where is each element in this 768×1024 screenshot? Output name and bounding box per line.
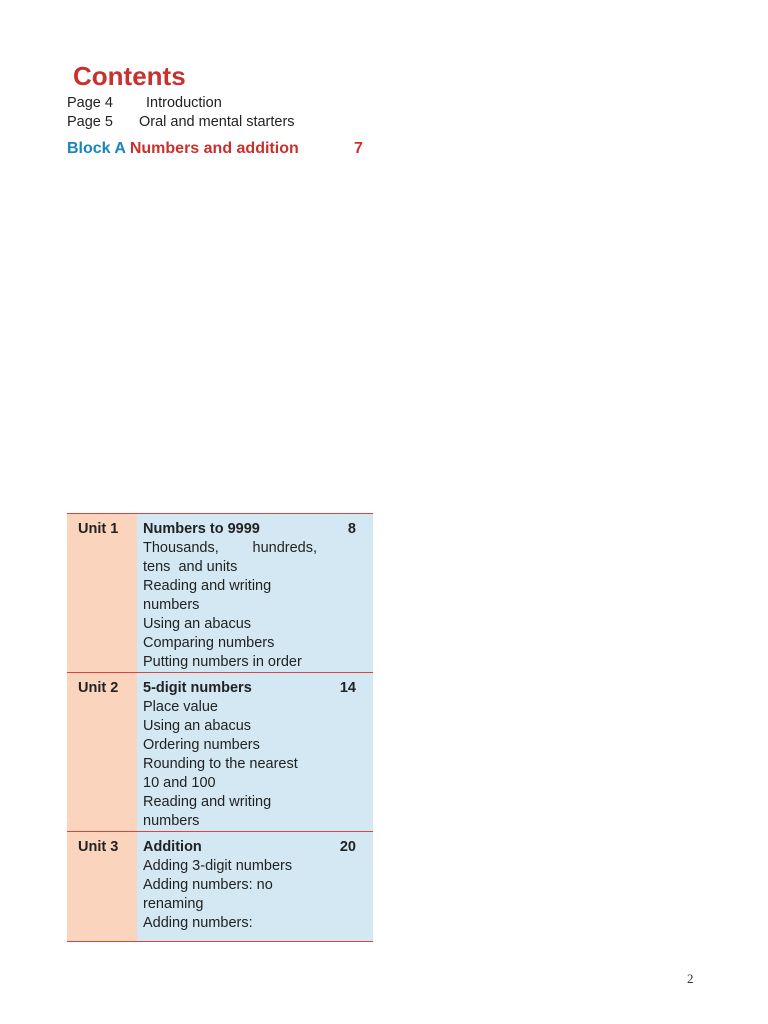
topic-line: tens and units: [143, 559, 238, 575]
table-row: [67, 673, 373, 832]
unit-page-number: 14: [339, 680, 356, 696]
unit-label: Unit 1: [67, 514, 137, 673]
table-row: [67, 832, 373, 942]
intro-title: Oral and mental starters: [139, 114, 295, 130]
intro-page-ref: Page 4: [67, 95, 113, 111]
topic-line: numbers: [143, 597, 200, 613]
intro-entry[interactable]: [67, 94, 222, 112]
intro-title: Introduction: [146, 95, 222, 111]
block-page-number: 7: [354, 140, 363, 157]
topic-word: Thousands,: [143, 540, 219, 556]
block-heading[interactable]: [67, 139, 367, 159]
units-table: [67, 513, 373, 942]
topic-line: Adding 3-digit numbers: [143, 858, 293, 874]
topic-line: Adding numbers: no: [143, 877, 273, 893]
intro-entry[interactable]: [67, 113, 295, 131]
topic-word: hundreds,: [252, 540, 317, 556]
topic-line: Ordering numbers: [143, 737, 260, 753]
unit-label: Unit 2: [67, 673, 137, 832]
unit-title[interactable]: Numbers to 9999: [143, 521, 260, 537]
block-label: Block A: [67, 140, 126, 157]
block-title: Numbers and addition: [129, 140, 299, 157]
contents-title: Contents: [73, 61, 186, 91]
topic-line: Place value: [143, 699, 218, 715]
topic-line: renaming: [143, 896, 204, 912]
topic-line: Using an abacus: [143, 718, 252, 734]
topic-line: [143, 539, 317, 558]
page-number: 2: [687, 971, 694, 986]
unit-label: Unit 3: [67, 832, 137, 942]
unit-page-number: 8: [347, 521, 356, 537]
topic-line: Reading and writing: [143, 794, 272, 810]
intro-page-ref: Page 5: [67, 114, 113, 130]
unit-page-number: 20: [339, 839, 356, 855]
topic-line: Rounding to the nearest: [143, 756, 298, 772]
topic-line: numbers: [143, 813, 200, 829]
unit-topics: [137, 514, 373, 673]
unit-topics: [137, 673, 373, 832]
unit-title[interactable]: Addition: [143, 839, 202, 855]
topic-line: Comparing numbers: [143, 635, 275, 651]
topic-line: Using an abacus: [143, 616, 252, 632]
table-row: [67, 514, 373, 673]
topic-line: Putting numbers in order: [143, 654, 302, 670]
unit-topics: [137, 832, 373, 942]
topic-line: Adding numbers:: [143, 915, 253, 931]
topic-line: 10 and 100: [143, 775, 216, 791]
topic-line: Reading and writing: [143, 578, 272, 594]
unit-title[interactable]: 5-digit numbers: [143, 680, 252, 696]
